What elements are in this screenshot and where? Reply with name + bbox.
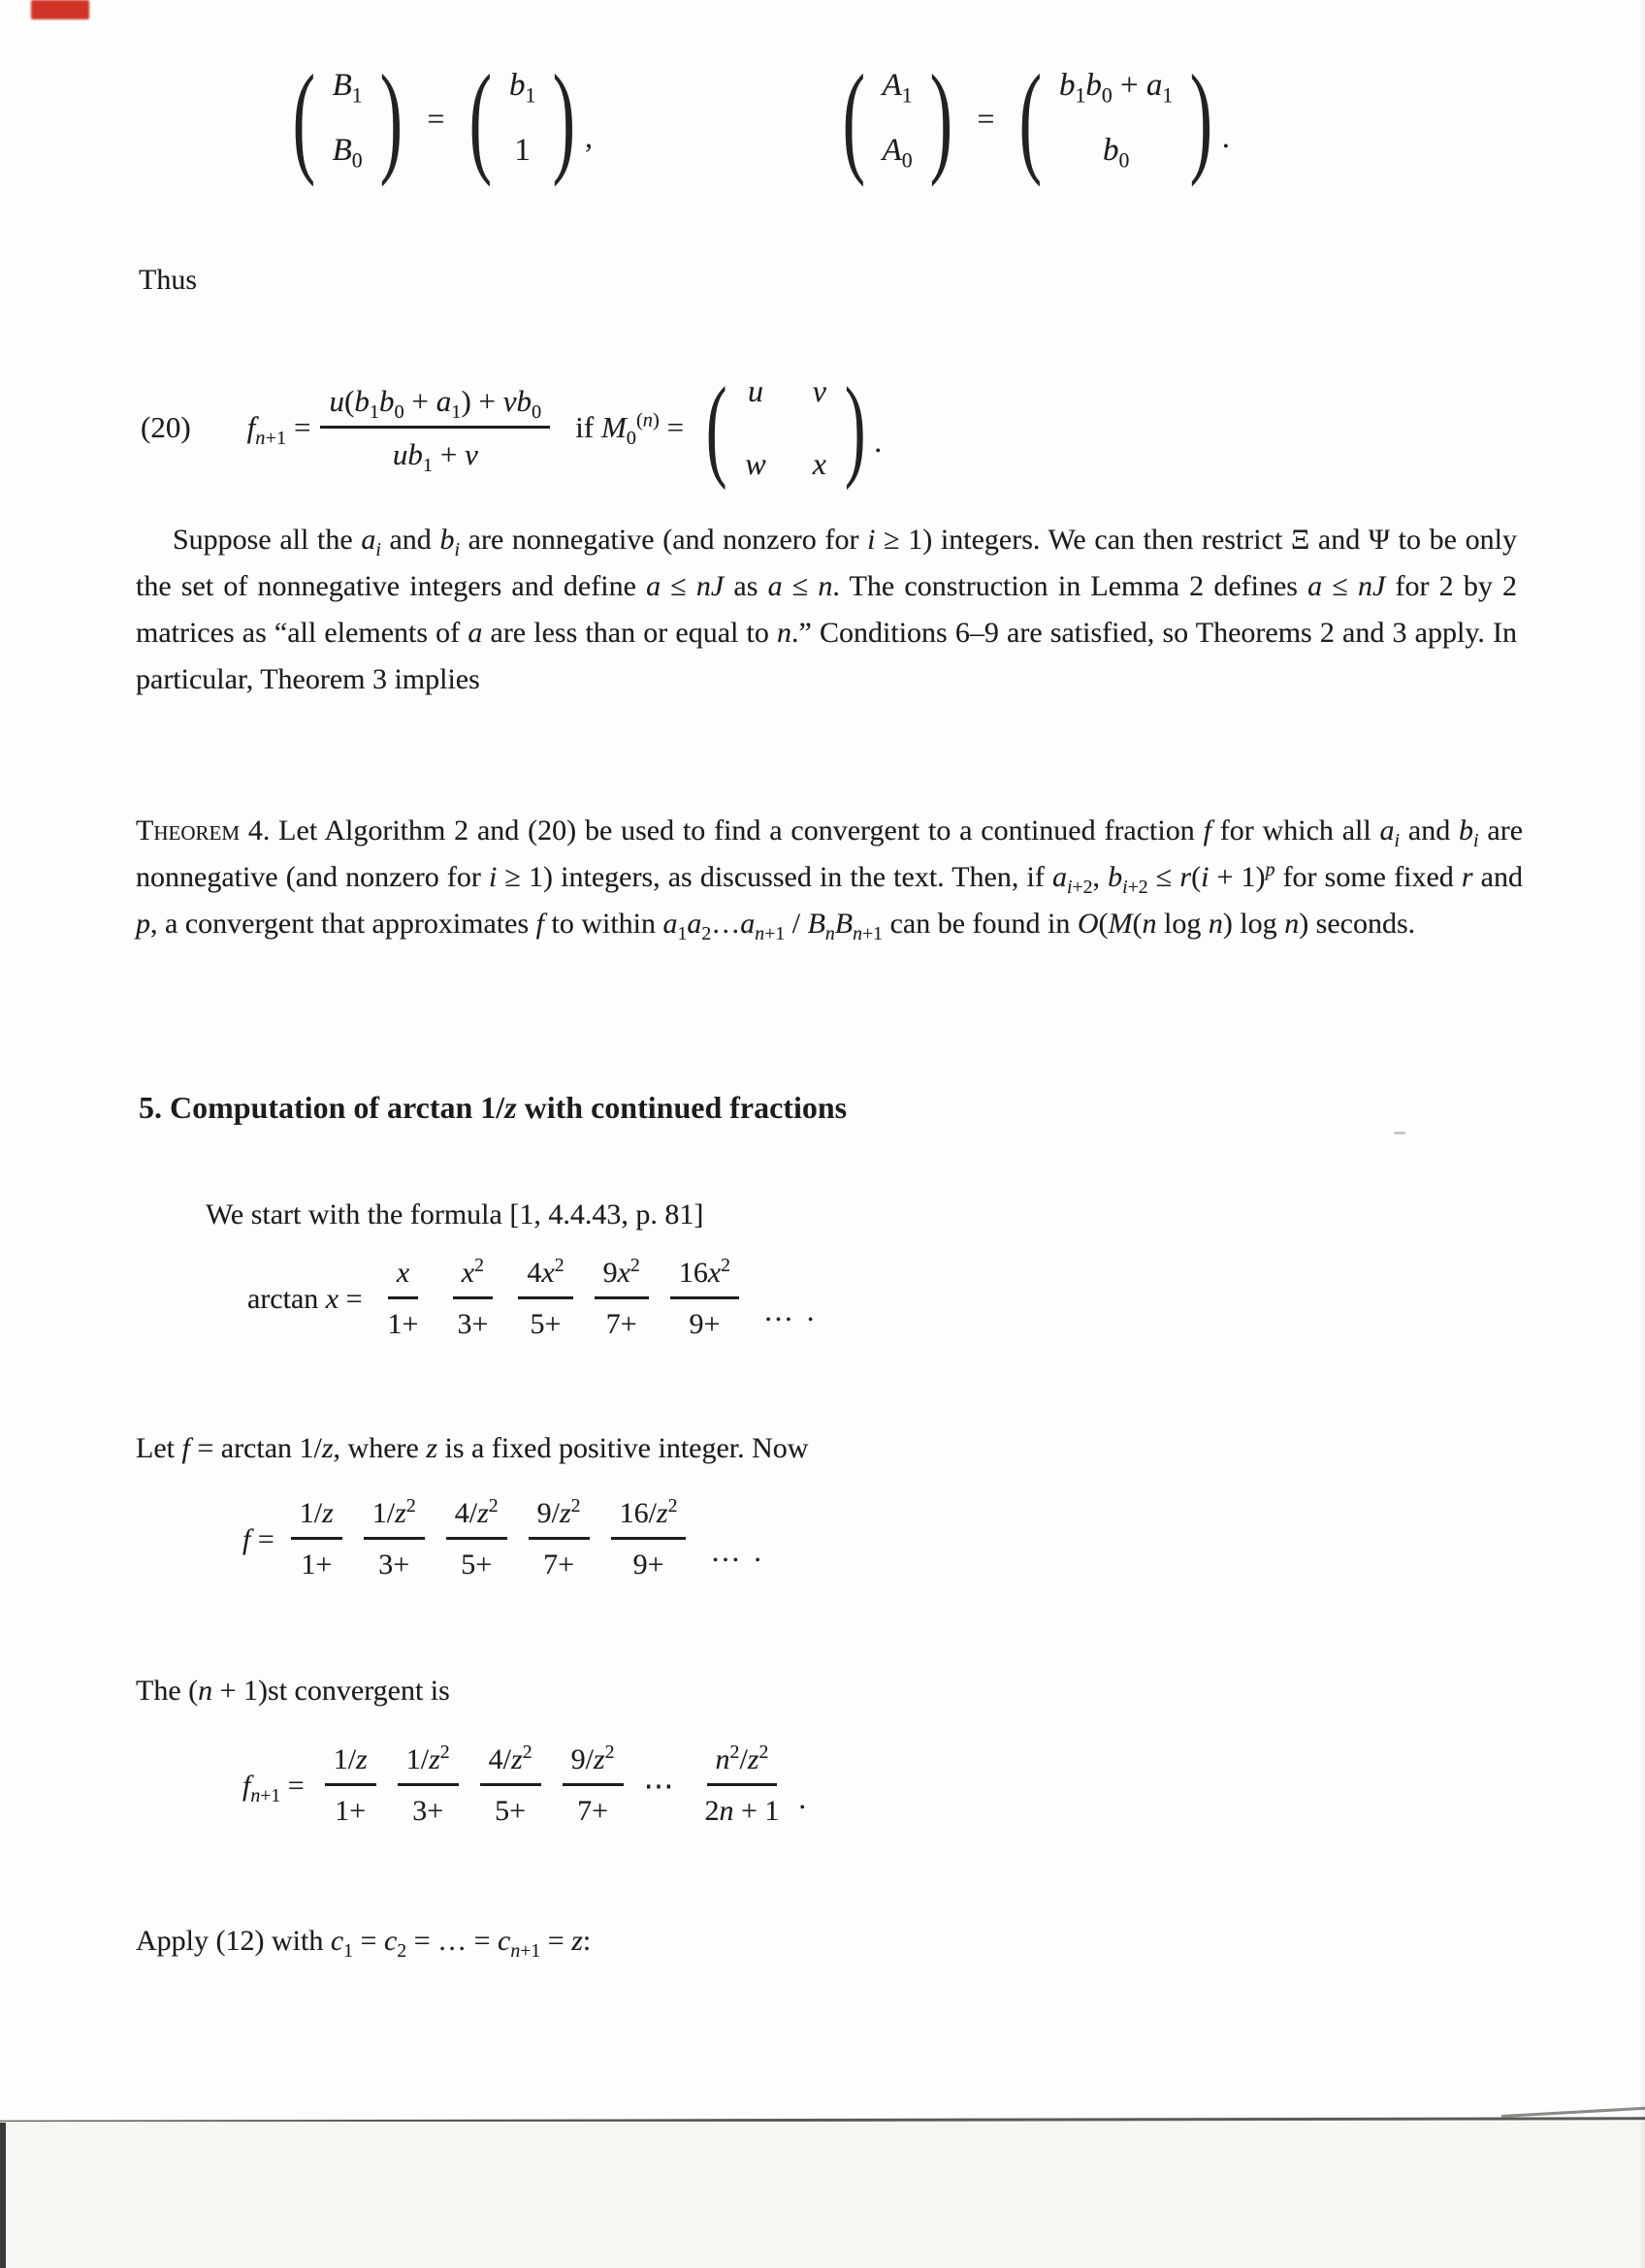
equals-sign: = bbox=[427, 100, 445, 136]
fraction bbox=[480, 1741, 541, 1830]
equation-lhs: arctan x = bbox=[247, 1282, 363, 1315]
equation-number: (20) bbox=[141, 410, 191, 444]
matrix-cell: $b_0$ bbox=[1102, 133, 1130, 173]
scanner-background bbox=[0, 2122, 1645, 2268]
fraction-denominator: 1+ bbox=[301, 1549, 333, 1581]
fraction bbox=[611, 1495, 687, 1583]
matrix-uvwx bbox=[697, 364, 874, 491]
left-paren: ( bbox=[705, 364, 727, 491]
fraction-denominator: 2n + 1 bbox=[704, 1795, 780, 1827]
mid-ellipsis: ⋯ bbox=[643, 1768, 676, 1803]
fraction-denominator: 5+ bbox=[495, 1795, 527, 1827]
matrix-column bbox=[875, 68, 920, 173]
period: . bbox=[798, 1780, 807, 1815]
fraction-denominator: 9+ bbox=[689, 1308, 721, 1340]
equation-lhs: $f_{n+1}$ = bbox=[246, 410, 311, 450]
matrix-cell: $B_1$ bbox=[332, 68, 363, 108]
equation-condition: if $M_0^{(n)}$ = bbox=[575, 409, 685, 450]
left-paren: ( bbox=[1018, 49, 1043, 187]
left-paren: ( bbox=[468, 49, 493, 187]
fraction-denominator: 7+ bbox=[605, 1308, 637, 1340]
fraction bbox=[398, 1741, 459, 1830]
matrix-column bbox=[1051, 68, 1180, 173]
fraction-numerator: $9/z^2$ bbox=[529, 1495, 590, 1540]
equation-20 bbox=[141, 364, 883, 491]
matrix-cell: x bbox=[812, 446, 826, 481]
fraction bbox=[595, 1255, 649, 1343]
we-start-line: We start with the formula [1, 4.4.43, p. 81] bbox=[206, 1198, 704, 1230]
fraction-numerator: $16x^2$ bbox=[670, 1255, 739, 1299]
period: . bbox=[874, 424, 883, 459]
paragraph-convergent: The (n + 1)st convergent is bbox=[136, 1675, 450, 1707]
matrix-cell: $b_1$ bbox=[508, 68, 536, 108]
matrix-column bbox=[501, 68, 543, 169]
fraction-denominator: 1+ bbox=[387, 1308, 419, 1340]
fraction-denominator: 9+ bbox=[632, 1549, 664, 1581]
fraction-denominator: 3+ bbox=[412, 1795, 444, 1827]
fraction bbox=[518, 1255, 572, 1343]
matrix-cell: 1 bbox=[514, 133, 531, 168]
right-paren: ) bbox=[552, 49, 576, 187]
fraction bbox=[291, 1495, 342, 1583]
left-paren: ( bbox=[842, 49, 866, 187]
comma: , bbox=[585, 119, 593, 154]
fraction-denominator: 5+ bbox=[530, 1308, 562, 1340]
scan-red-mark bbox=[31, 0, 89, 19]
fraction-numerator: $9/z^2$ bbox=[563, 1741, 624, 1786]
fraction bbox=[563, 1741, 624, 1830]
matrix-cell: $b_1b_0 + a_1$ bbox=[1058, 68, 1174, 108]
equation-fn1 bbox=[242, 1741, 806, 1830]
left-paren: ( bbox=[292, 49, 316, 187]
ellipsis-period: … . bbox=[710, 1533, 764, 1568]
scan-margin-dash bbox=[1394, 1132, 1405, 1134]
matrix-column bbox=[325, 68, 371, 173]
fraction-numerator: $u(b_1b_0 + a_1) + vb_0$ bbox=[320, 382, 550, 429]
fraction-denominator: 5+ bbox=[461, 1549, 493, 1581]
fraction-denominator: 1+ bbox=[335, 1795, 367, 1827]
fraction-denominator: 3+ bbox=[378, 1549, 410, 1581]
fraction-numerator: $1/z^2$ bbox=[398, 1741, 459, 1786]
fraction-numerator: $4/z^2$ bbox=[446, 1495, 507, 1540]
matrix-cell: $A_0$ bbox=[882, 133, 913, 173]
matrix-cell: w bbox=[745, 446, 766, 481]
paragraph-apply: Apply (12) with $c_1 = c_2$ = … = $c_{n+1} = z$: bbox=[136, 1925, 592, 1962]
matrix-cell: u bbox=[748, 373, 764, 408]
matrix-equation-B bbox=[283, 49, 593, 187]
matrix-cell: v bbox=[812, 373, 826, 408]
fraction-numerator: $16/z^2$ bbox=[611, 1495, 687, 1540]
equation-initial-conditions bbox=[283, 49, 1230, 187]
fraction bbox=[379, 1255, 428, 1343]
scan-right-edge bbox=[1638, 0, 1645, 2268]
fraction-numerator: $4/z^2$ bbox=[480, 1741, 541, 1786]
matrix-grid bbox=[735, 373, 836, 482]
fraction-numerator: 1/z bbox=[325, 1741, 376, 1786]
equation-arctan bbox=[247, 1255, 818, 1343]
fraction bbox=[446, 1495, 507, 1583]
fraction bbox=[364, 1495, 425, 1583]
fraction-numerator: $n^2/z^2$ bbox=[707, 1741, 778, 1786]
fraction bbox=[529, 1495, 590, 1583]
fraction bbox=[696, 1741, 789, 1830]
right-paren: ) bbox=[379, 49, 403, 187]
equation-f bbox=[242, 1495, 764, 1583]
fraction-numerator: x bbox=[388, 1255, 418, 1299]
fraction bbox=[670, 1255, 739, 1343]
right-paren: ) bbox=[844, 364, 866, 491]
fraction-denominator: 7+ bbox=[577, 1795, 608, 1827]
right-paren: ) bbox=[1189, 49, 1213, 187]
fraction-numerator: 1/z bbox=[291, 1495, 342, 1540]
thus-line: Thus bbox=[139, 264, 197, 296]
fraction-numerator: $4x^2$ bbox=[518, 1255, 572, 1299]
period: . bbox=[1221, 119, 1230, 154]
section-5-heading: 5. Computation of arctan 1/z with continued fractions bbox=[139, 1090, 848, 1125]
ellipsis-period: … . bbox=[763, 1293, 818, 1327]
matrix-equation-A bbox=[833, 49, 1230, 187]
matrix-cell: $B_0$ bbox=[332, 133, 363, 173]
equation-lhs: $f_{n+1}$ = bbox=[242, 1769, 305, 1806]
equation-lhs: f = bbox=[242, 1522, 274, 1555]
scan-left-sliver bbox=[0, 2123, 6, 2268]
right-paren: ) bbox=[929, 49, 952, 187]
fraction-numerator: $9x^2$ bbox=[595, 1255, 649, 1299]
theorem-4: Theorem 4. Let Algorithm 2 and (20) be used to find a convergent to a continued fraction f for which all $a_i$ and $b_i$ are nonnegative (and nonzero for i ≥ 1) integers, as discussed in the text. Then, if $a_{i+2}$, $b_{i+2} \le r(i + 1)^p$ for some fixed r and p, a convergent that approximates f to within $a_1a_2\dots a_{n+1} / B_nB_{n+1}$ can be found in O(M(n log n) log n) seconds. bbox=[136, 815, 1524, 944]
fraction-denominator: $ub_1 + v$ bbox=[392, 436, 478, 476]
equals-sign: = bbox=[977, 100, 995, 136]
matrix-cell: $A_1$ bbox=[882, 68, 913, 108]
paragraph-suppose: Suppose all the $a_i$ and $b_i$ are nonnegative (and nonzero for i ≥ 1) integers. We can then restrict Ξ and Ψ to be only the set of nonnegative integers and define a ≤ nJ as a ≤ n. The construction in Lemma 2 defines a ≤ nJ for 2 by 2 matrices as “all elements of a are less than or equal to n.” Conditions 6–9 are satisfied, so Theorems 2 and 3 apply. In particular, Theorem 3 implies bbox=[136, 524, 1518, 695]
fraction-numerator: $x^2$ bbox=[453, 1255, 493, 1299]
paragraph-let-f: Let f = arctan 1/z, where z is a fixed positive integer. Now bbox=[136, 1432, 809, 1464]
fraction-denominator: 3+ bbox=[457, 1308, 489, 1340]
fraction bbox=[325, 1741, 376, 1830]
fraction-numerator: $1/z^2$ bbox=[364, 1495, 425, 1540]
fraction bbox=[320, 382, 550, 474]
fraction bbox=[448, 1255, 497, 1343]
fraction-denominator: 7+ bbox=[543, 1549, 575, 1581]
